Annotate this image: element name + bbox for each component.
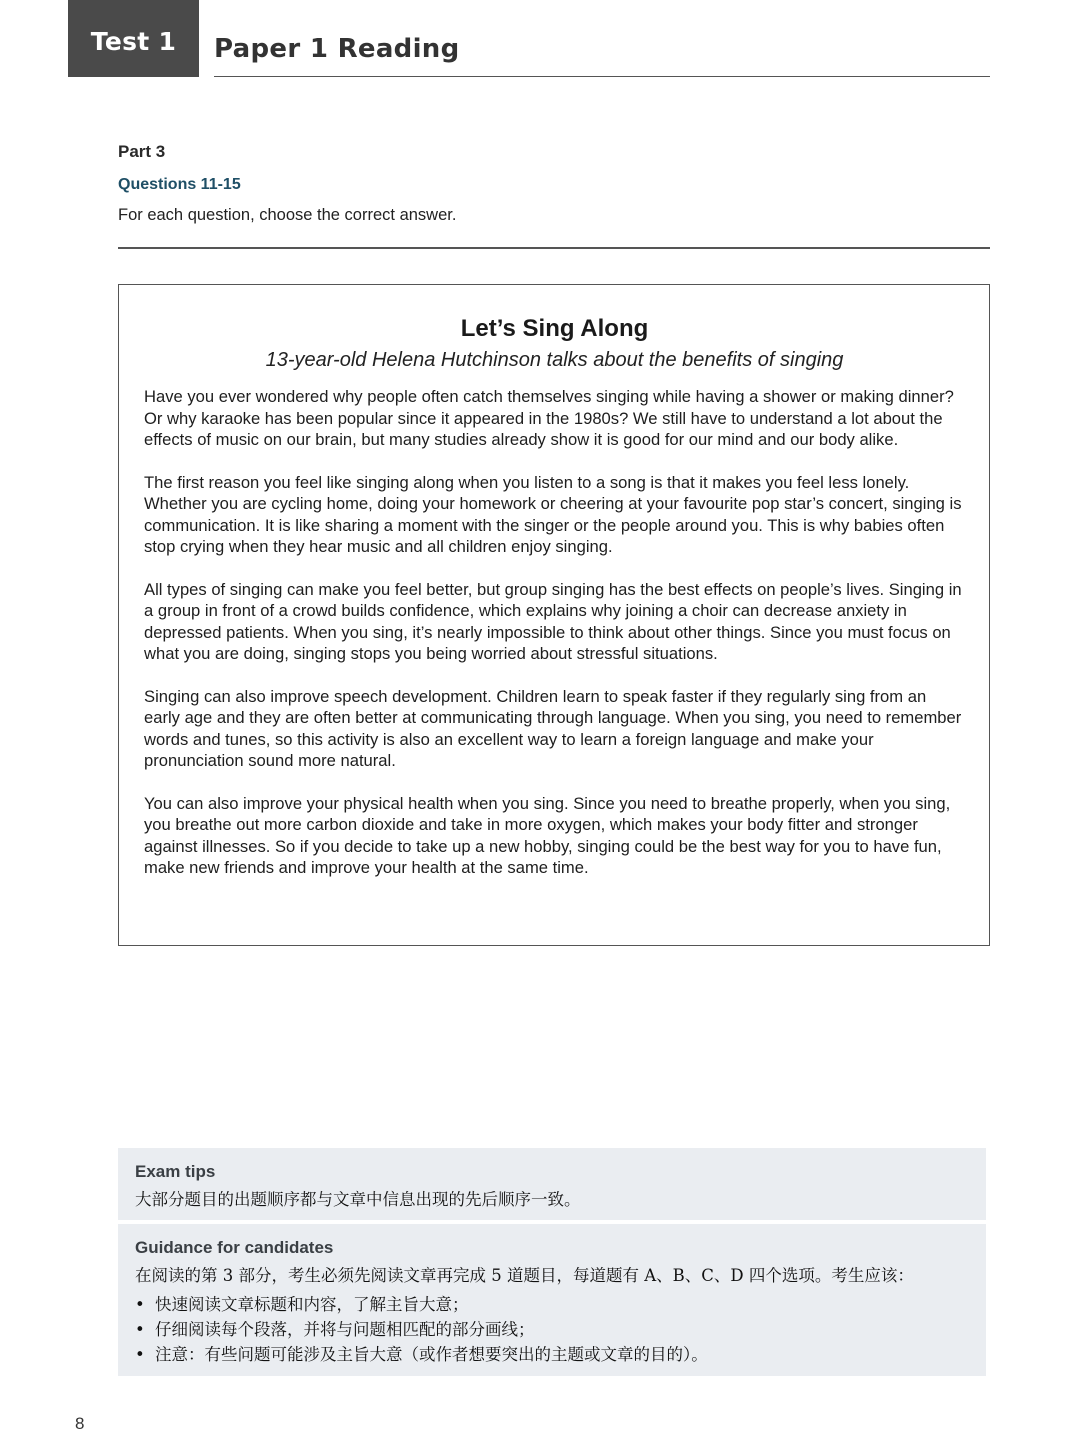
bullet-icon: •: [135, 1320, 145, 1339]
header-divider: [214, 76, 990, 77]
guidance-box: [118, 1224, 986, 1376]
guidance-item-1: 快速阅读文章标题和内容，了解主旨大意；: [155, 1295, 469, 1314]
list-item: [135, 1342, 969, 1367]
exam-tips-heading: Exam tips: [135, 1162, 216, 1181]
article-paragraph-2: The first reason you feel like singing along when you listen to a song is that it makes you feel less lonely. Whether you are cycling home, doing your homework or cheering at your favourite pop star’s concert, singing is communication. It is like sharing a moment with the singer or the people around you. This is why babies often stop crying when they hear music and all children enjoy singing.: [144, 472, 962, 556]
guidance-heading: Guidance for candidates: [135, 1238, 334, 1257]
article-paragraph-4: Singing can also improve speech development. Children learn to speak faster if they regularly sing from an early age and they are often better at communicating through language. When you sing, you need to remember words and tunes, so this activity is also an excellent way to learn a foreign language and make your pronunciation sound more natural.: [144, 686, 962, 770]
page-number: 8: [75, 1414, 85, 1433]
article-paragraph-3: All types of singing can make you feel better, but group singing has the best effects on people’s lives. Singing in a group in front of a crowd builds confidence, which explains why joining a choir can decrease anxiety in depressed patients. When you sing, it’s nearly impossible to think about other things. Since you must focus on what you are doing, singing stops you being worried about stressful situations.: [144, 579, 962, 663]
article-paragraph-1: Have you ever wondered why people often catch themselves singing while having a shower or making dinner? Or why karaoke has been popular since it appeared in the 1980s? We still have to understand a lot about the effects of music on our brain, but many studies already show it is good for our mind and our body alike.: [144, 387, 954, 449]
bullet-icon: •: [135, 1295, 145, 1314]
questions-range: Questions 11-15: [118, 176, 241, 193]
article-paragraph-5: You can also improve your physical health when you sing. Since you need to breathe properly, when you sing, you breathe out more carbon dioxide and take in more oxygen, which makes your body fitter and stronger against illnesses. So if you decide to take up a new hobby, singing could be the best way for you to have fun, make new friends and improve your health at the same time.: [144, 793, 951, 877]
paper-title: Paper 1 Reading: [214, 34, 460, 64]
guidance-intro: 在阅读的第 3 部分，考生必须先阅读文章再完成 5 道题目，每道题有 A、B、C、D 四个选项。考生应该：: [135, 1266, 914, 1285]
guidance-list: [135, 1292, 969, 1367]
exam-tips-box: [118, 1148, 986, 1220]
part-label: Part 3: [118, 142, 166, 161]
list-item: [135, 1292, 969, 1317]
section-divider: [118, 247, 990, 249]
list-item: [135, 1317, 969, 1342]
bullet-icon: •: [135, 1345, 145, 1364]
test-label: Test 1: [68, 0, 199, 77]
exam-tips-text: 大部分题目的出题顺序都与文章中信息出现的先后顺序一致。: [135, 1190, 581, 1209]
article-title: Let’s Sing Along: [460, 315, 649, 342]
guidance-item-2: 仔细阅读每个段落，并将与问题相匹配的部分画线；: [155, 1320, 535, 1339]
article-subtitle: 13-year-old Helena Hutchinson talks about the benefits of singing: [265, 349, 844, 371]
guidance-item-3: 注意：有些问题可能涉及主旨大意（或作者想要突出的主题或文章的目的）。: [155, 1345, 708, 1364]
article-box: [118, 284, 990, 946]
instruction-text: For each question, choose the correct answer.: [118, 206, 457, 224]
